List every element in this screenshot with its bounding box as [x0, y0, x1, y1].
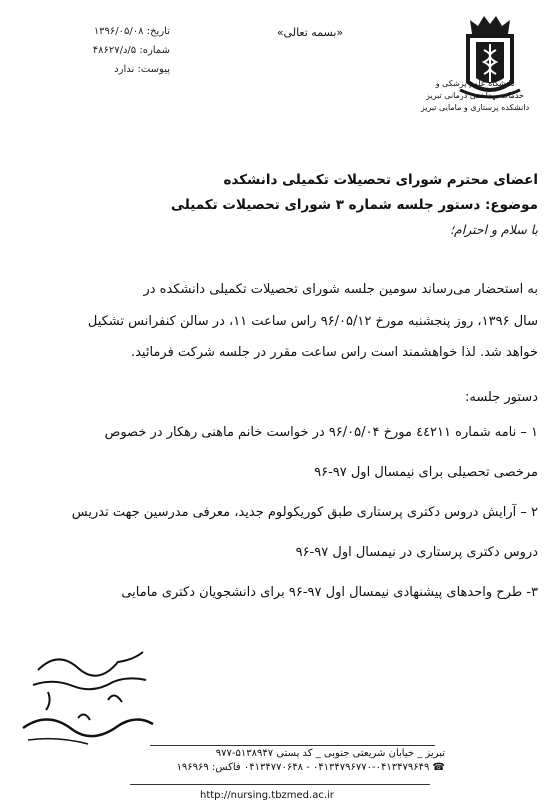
bismillah-heading: «بسمه تعالی» — [276, 26, 344, 39]
website-link[interactable]: http://nursing.tbzmed.ac.ir — [200, 790, 334, 801]
footer-url-divider — [130, 784, 430, 785]
letter-body — [28, 172, 538, 613]
paragraph-line: خواهد شد. لذا خواهشمند است راس ساعت مقرر در جلسه شرکت فرمائید. — [130, 345, 538, 360]
footer-divider — [150, 745, 435, 746]
org-line: خدمات بهداشتی درمانی تبریز — [426, 91, 524, 100]
agenda-title: دستور جلسه: — [464, 389, 538, 405]
agenda-line: ۳- طرح واحدهای پیشنهادی نیمسال اول ۹۷-۹۶ برای دانشجویان دکتری مامایی — [121, 584, 538, 600]
paragraph-line: سال ۱۳۹۶، روز پنجشنبه مورخ ۹۶/۰۵/۱۲ راس ساعت ۱۱، در سالن کنفرانس تشکیل — [87, 313, 538, 329]
footer-phones — [115, 761, 445, 775]
footer-website[interactable] — [200, 790, 400, 801]
org-line: دانشگاه علوم پزشکی و — [435, 79, 515, 88]
number-label: شماره — [142, 45, 170, 56]
letter-number: شماره: ۵/د/۴۸۶۲۷ — [92, 45, 170, 56]
footer-phones-text: ۰۴۱۳۴۷۹۶۷۷۰-۰۴۱۳۴۷۹۶۴۹ - ۰۴۱۳۴۷۷۰۶۴۸ فاکس: ۱۹۶۹۶۹ — [176, 762, 430, 773]
paragraph-line: به استحضار می‌رساند سومین جلسه شورای تحصیلات تکمیلی دانشکده در — [143, 282, 538, 297]
date-value: ۱۳۹۶/۰۵/۰۸ — [93, 26, 144, 37]
phone-icon: ☎ — [432, 762, 445, 773]
handwritten-signature — [18, 640, 158, 755]
agenda-line: مرخصی تحصیلی برای نیمسال اول ۹۷-۹۶ — [314, 464, 538, 480]
greeting: با سلام و احترام؛ — [450, 222, 538, 237]
subject: موضوع: دستور جلسه شماره ۳ شورای تحصیلات تکمیلی — [171, 197, 538, 213]
letter-attachment: پیوست: ندارد — [114, 64, 170, 75]
date-label: تاریخ — [150, 26, 170, 37]
announcement-paragraph — [28, 274, 538, 369]
letter-date: تاریخ: ۱۳۹۶/۰۵/۰۸ — [93, 26, 170, 37]
agenda-line: ۲ – آرایش دروس دکتری پرستاری طبق کوریکولوم جدید، معرفی مدرسین جهت تدریس — [71, 504, 538, 520]
organization-name — [405, 78, 545, 114]
agenda-list — [28, 413, 538, 613]
org-line: دانشکده پرستاری و مامایی تبریز — [420, 103, 530, 112]
recipient: اعضای محترم شورای تحصیلات تکمیلی دانشکده — [223, 172, 538, 188]
attachment-value: ندارد — [114, 64, 135, 75]
university-emblem-logo — [440, 12, 540, 132]
attachment-label: پیوست — [140, 64, 170, 75]
footer-address: تبریز _ خیابان شریعتی جنوبی _ کد پستی ۵۱۳۸۹۴۷-۹۷۷ — [215, 748, 445, 759]
number-value: ۵/د/۴۸۶۲۷ — [92, 45, 137, 56]
footer-contact — [115, 747, 445, 775]
agenda-line: ۱ – نامه شماره ٤٤٢١١ مورخ ۹۶/۰۵/۰۴ در خواست خانم ماهنی رهکار در خصوص — [104, 424, 538, 440]
agenda-line: دروس دکتری پرستاری در نیمسال اول ۹۷-۹۶ — [295, 544, 538, 560]
